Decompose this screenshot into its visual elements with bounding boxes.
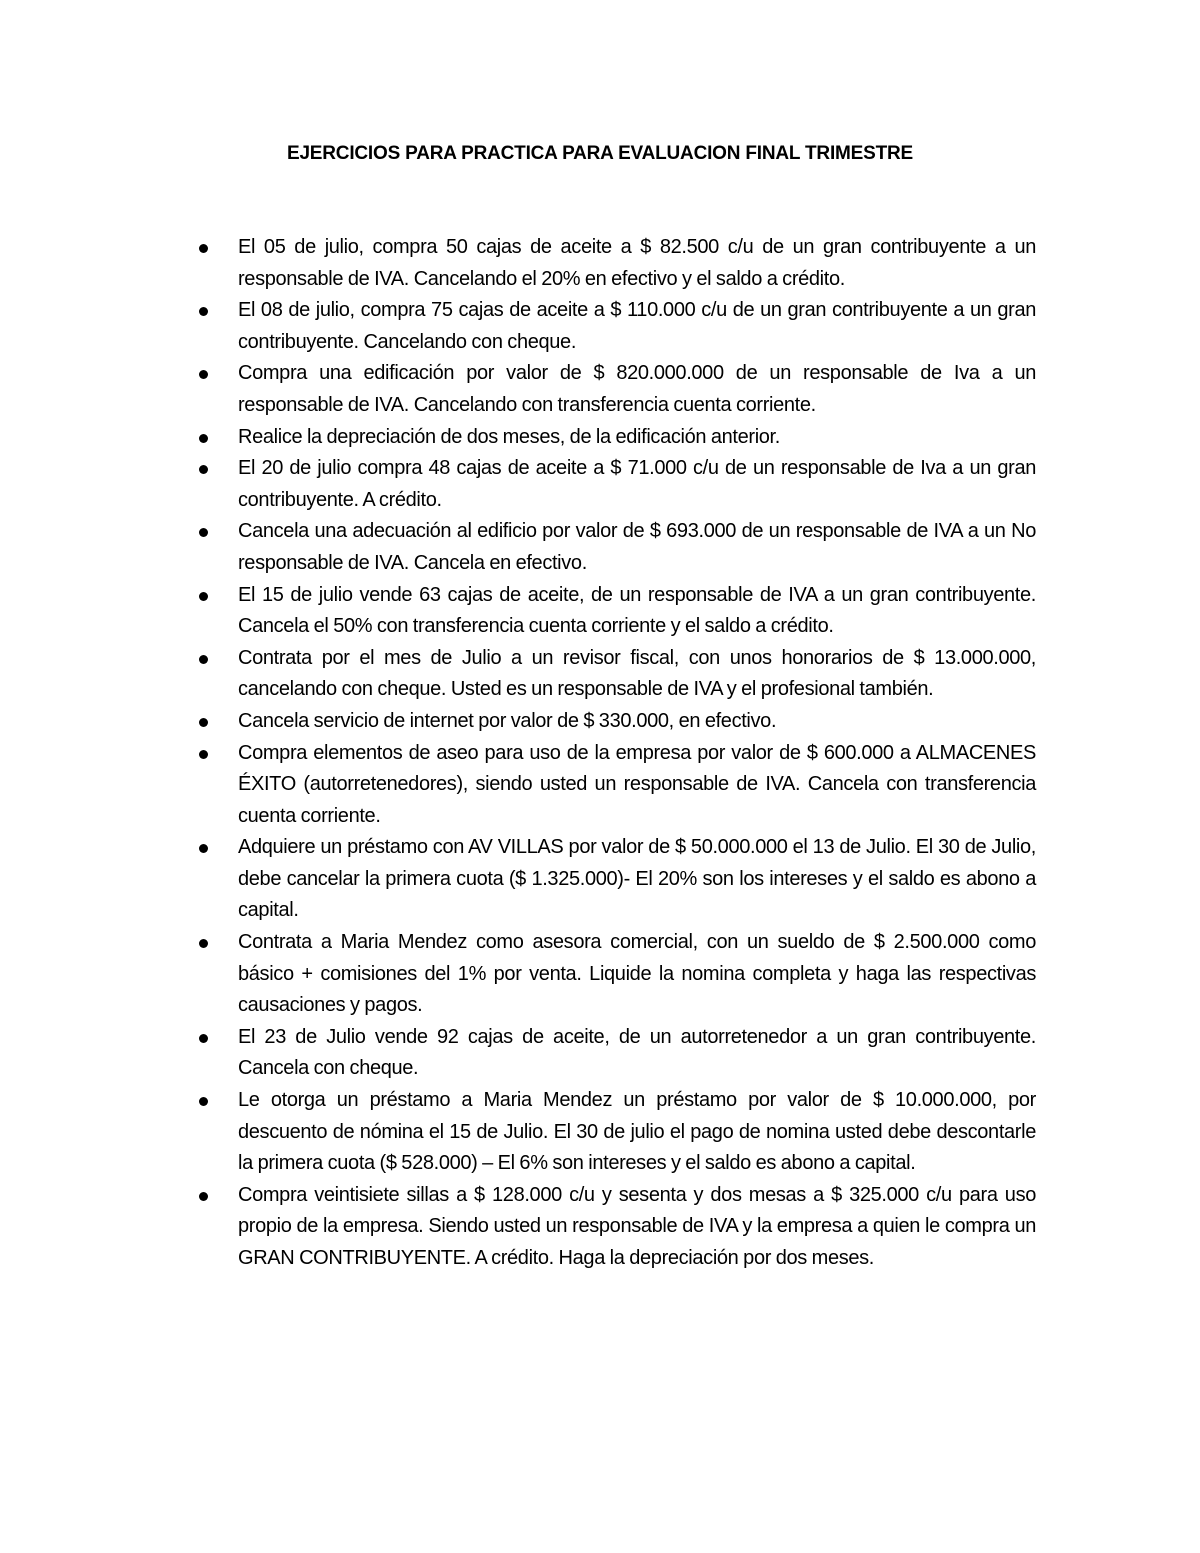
bullet-icon xyxy=(199,1097,208,1106)
exercise-list xyxy=(196,232,1036,1275)
bullet-icon xyxy=(199,465,208,474)
bullet-icon xyxy=(199,244,208,253)
list-item-text: Compra una edificación por valor de $ 820.000.000 de un responsable de Iva a un responsable de IVA. Cancelando con transferencia cuenta corriente. xyxy=(238,362,1036,416)
bullet-icon xyxy=(199,592,208,601)
bullet-icon xyxy=(199,655,208,664)
bullet-icon xyxy=(199,528,208,537)
list-item xyxy=(196,1022,1036,1085)
list-item-text: Cancela servicio de internet por valor de $ 330.000, en efectivo. xyxy=(238,709,777,732)
list-item-text: Adquiere un préstamo con AV VILLAS por valor de $ 50.000.000 el 13 de Julio. El 30 de Julio, debe cancelar la primera cuota ($ 1.325.000)- El 20% son los intereses y el saldo es abono a capital. xyxy=(238,836,1036,922)
list-item-text: Realice la depreciación de dos meses, de la edificación anterior. xyxy=(238,425,780,448)
bullet-icon xyxy=(199,718,208,727)
page-title: EJERCICIOS PARA PRACTICA PARA EVALUACION FINAL TRIMESTRE xyxy=(286,143,914,164)
list-item-text: El 15 de julio vende 63 cajas de aceite, de un responsable de IVA a un gran contribuyente. Cancela el 50% con transferencia cuenta corriente y el saldo a crédito. xyxy=(238,583,1036,638)
list-item xyxy=(196,1180,1036,1275)
list-item-text: Compra elementos de aseo para uso de la empresa por valor de $ 600.000 a ALMACENES ÉXITO (autorretenedores), siendo usted un responsable de IVA. Cancela con transferencia cuenta corriente. xyxy=(238,741,1036,827)
list-item-text: El 08 de julio, compra 75 cajas de aceite a $ 110.000 c/u de un gran contribuyente a un gran contribuyente. Cancelando con cheque. xyxy=(238,299,1036,353)
bullet-icon xyxy=(199,750,208,759)
list-item xyxy=(196,706,1036,738)
bullet-icon xyxy=(199,434,208,443)
list-item-text: Cancela una adecuación al edificio por valor de $ 693.000 de un responsable de IVA a un No responsable de IVA. Cancela en efectivo. xyxy=(238,520,1036,574)
list-item xyxy=(196,738,1036,833)
list-item-text: El 20 de julio compra 48 cajas de aceite a $ 71.000 c/u de un responsable de Iva a un gran contribuyente. A crédito. xyxy=(238,457,1036,511)
list-item xyxy=(196,1085,1036,1180)
list-item xyxy=(196,232,1036,295)
bullet-icon xyxy=(199,844,208,853)
list-item xyxy=(196,643,1036,706)
bullet-icon xyxy=(199,939,208,948)
list-item xyxy=(196,453,1036,516)
list-item-text: El 23 de Julio vende 92 cajas de aceite, de un autorretenedor a un gran contribuyente. Cancela con cheque. xyxy=(238,1025,1036,1080)
bullet-icon xyxy=(199,370,208,379)
list-item-text: Compra veintisiete sillas a $ 128.000 c/u y sesenta y dos mesas a $ 325.000 c/u para uso propio de la empresa. Siendo usted un responsable de IVA y la empresa a quien le compra un GRAN CONTRIBUYENTE. A crédito. Haga la depreciación por dos meses. xyxy=(238,1183,1036,1269)
list-item xyxy=(196,295,1036,358)
list-item-text: Contrata por el mes de Julio a un revisor fiscal, con unos honorarios de $ 13.000.000, cancelando con cheque. Usted es un responsable de IVA y el profesional también. xyxy=(238,646,1036,701)
list-item xyxy=(196,832,1036,927)
list-item xyxy=(196,927,1036,1022)
list-item-text: Le otorga un préstamo a Maria Mendez un préstamo por valor de $ 10.000.000, por descuento de nómina el 15 de Julio. El 30 de julio el pago de nomina usted debe descontarle la primera cuota ($ 528.000) – El 6% son intereses y el saldo es abono a capital. xyxy=(238,1089,1036,1175)
list-item xyxy=(196,516,1036,579)
list-item xyxy=(196,422,1036,454)
list-item-text: El 05 de julio, compra 50 cajas de aceite a $ 82.500 c/u de un gran contribuyente a un responsable de IVA. Cancelando el 20% en efectivo y el saldo a crédito. xyxy=(238,236,1036,290)
list-item xyxy=(196,358,1036,421)
bullet-icon xyxy=(199,1034,208,1043)
bullet-icon xyxy=(199,307,208,316)
list-item-text: Contrata a Maria Mendez como asesora comercial, con un sueldo de $ 2.500.000 como básico + comisiones del 1% por venta. Liquide la nomina completa y haga las respectivas causaciones y pagos. xyxy=(238,931,1036,1017)
list-item xyxy=(196,580,1036,643)
bullet-icon xyxy=(199,1192,208,1201)
